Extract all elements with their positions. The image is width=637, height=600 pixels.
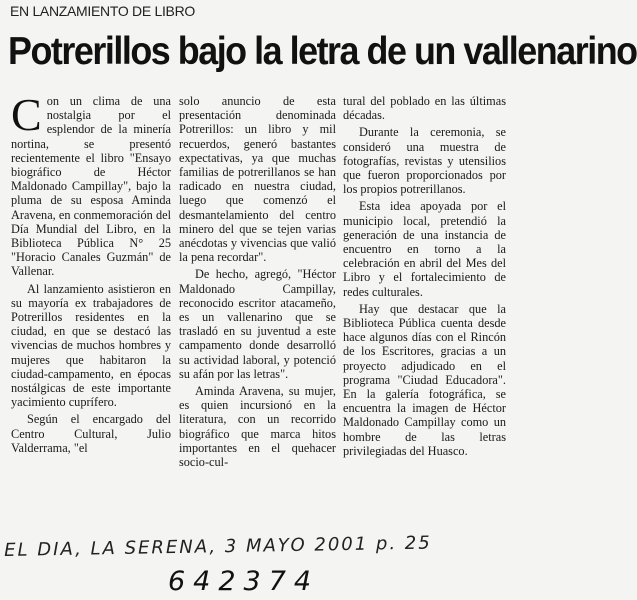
article-paragraph [11, 89, 171, 279]
article-headline: Potrerillos bajo la letra de un vallenarino [8, 30, 637, 73]
article-column-3 [343, 94, 506, 461]
article-paragraph: Hay que destacar que la Biblioteca Pública cuenta desde hace algunos días con el Rincón de los Escritores, gracias a un proyecto adjudicado en el programa "Ciudad Educadora". En la galería fotográfica, se encuentra la imagen de Héctor Maldonado Campillay como un hombre de las letras privilegiadas del Huasco. [343, 301, 506, 458]
article-paragraph: De hecho, agregó, "Héctor Maldonado Campillay, reconocido escritor atacameño, es un vallenarino que se trasladó en su juventud a este campamento donde desarrolló su actividad laboral, y potenció su afán por las letras". [179, 267, 336, 381]
article-paragraph: Aminda Aravena, su mujer, es quien incursionó en la literatura, con un recorrido biográfico que marca hitos importantes en el quehacer socio-cul- [179, 384, 336, 470]
article-kicker: EN LANZAMIENTO DE LIBRO [10, 3, 195, 19]
drop-cap: C [11, 89, 42, 140]
article-paragraph: Durante la ceremonia, se consideró una muestra de fotografías, revistas y utensilios que fueron proporcionados por los propios potrerillanos. [343, 125, 506, 197]
handwritten-catalog-number: 642374 [168, 566, 320, 597]
paragraph-text: on un clima de una nostalgia por el esplendor de la minería nortina, se presentó recientemente el libro "Ensayo biográfico de Héctor Maldonado Campillay", bajo la pluma de su esposa Aminda Aravena, en conmemoración del Día Mundial del Libro, en la Biblioteca Pública N° 25 "Horacio Canales Guzmán" de Vallenar. [11, 94, 171, 279]
article-paragraph: Según el encargado del Centro Cultural, Julio Valderrama, "el [11, 412, 171, 455]
article-paragraph: tural del poblado en las últimas décadas. [343, 94, 506, 123]
handwritten-source-note: EL DIA, LA SERENA, 3 MAYO 2001 p. 25 [4, 532, 432, 561]
article-column-2 [179, 94, 336, 472]
article-column-1 [11, 89, 171, 458]
article-paragraph: Al lanzamiento asistieron en su mayoría ex trabajadores de Potrerillos residentes en la ciudad, en que se destacó las vivencias de muchos hombres y mujeres que habitaron la ciudad-campamento, en épocas nostálgicas de este importante yacimiento cuprífero. [11, 281, 171, 410]
article-paragraph: solo anuncio de esta presentación denominada Potrerillos: un libro y mil recuerdos, generó bastantes expectativas, ya que muchas familias de potrerillanos se han radicado en nuestra ciudad, luego que comenzó el desmantelamiento del centro minero del que se tejen varias anécdotas y vivencias que valió la pena recordar". [179, 94, 336, 265]
article-paragraph: Esta idea apoyada por el municipio local, pretendió la generación de una instancia de encuentro en torno a la celebración en abril del Mes del Libro y el fortalecimiento de redes culturales. [343, 199, 506, 299]
